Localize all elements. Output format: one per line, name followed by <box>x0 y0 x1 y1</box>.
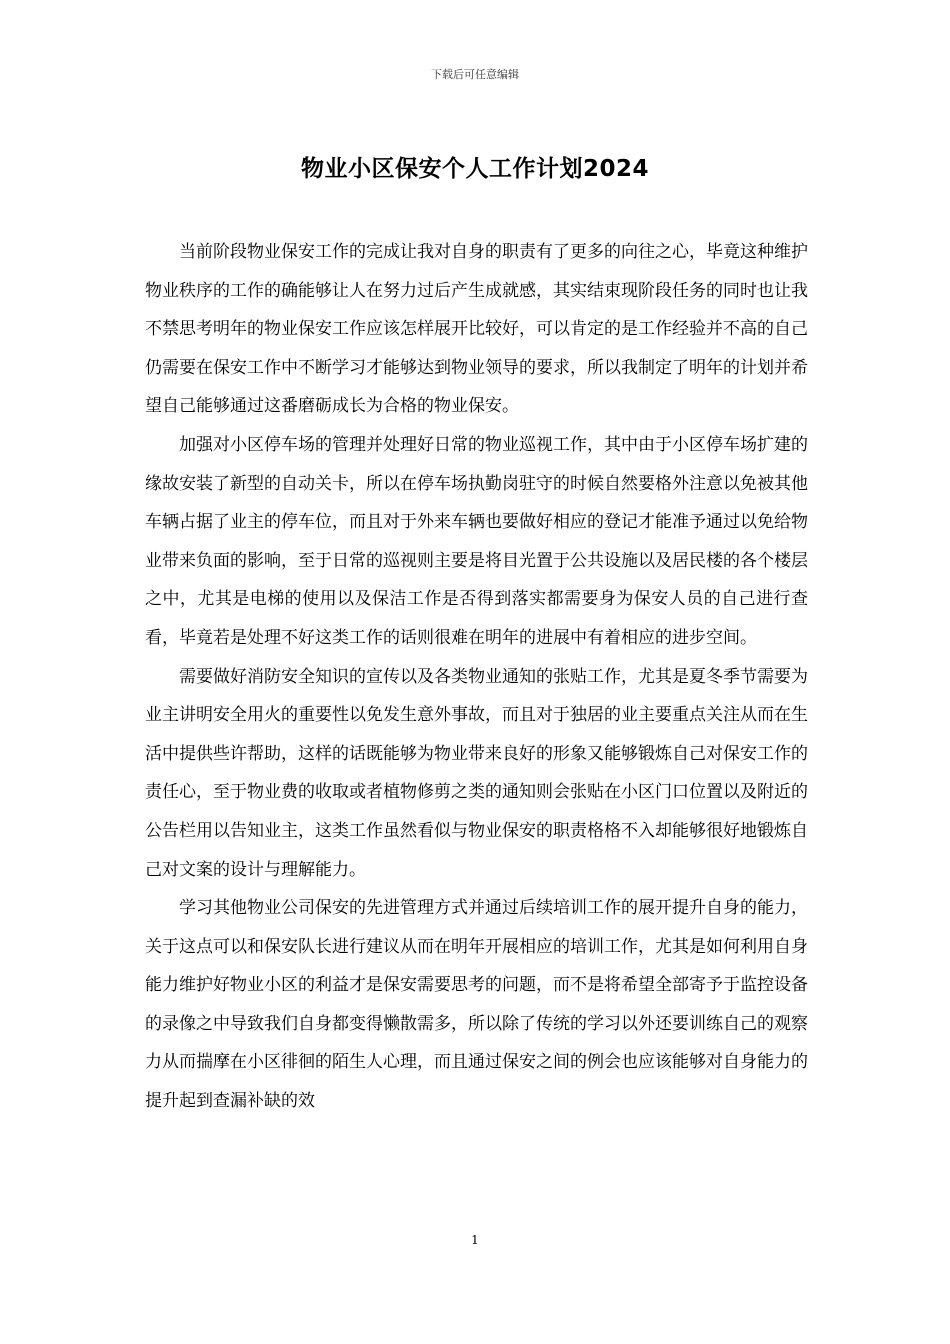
page-number: 1 <box>471 1233 479 1247</box>
document-body <box>145 233 808 1121</box>
document-title: 物业小区保安个人工作计划2024 <box>300 156 649 182</box>
paragraph-3: 需要做好消防安全知识的宣传以及各类物业通知的张贴工作，尤其是夏冬季节需要为业主讲明安全用火的重要性以免发生意外事故，而且对于独居的业主要重点关注从而在生活中提供些许帮助，这样的话既能够为物业带来良好的形象又能够锻炼自己对保安工作的责任心，至于物业费的收取或者植物修剪之类的通知则会张贴在小区门口位置以及附近的公告栏用以告知业主，这类工作虽然看似与物业保安的职责格格不入却能够很好地锻炼自己对文案的设计与理解能力。 <box>145 666 808 880</box>
paragraph-2: 加强对小区停车场的管理并处理好日常的物业巡视工作，其中由于小区停车场扩建的缘故安装了新型的自动关卡，所以在停车场执勤岗驻守的时候自然要格外注意以免被其他车辆占据了业主的停车位，而且对于外来车辆也要做好相应的登记才能准予通过以免给物业带来负面的影响，至于日常的巡视则主要是将目光置于公共设施以及居民楼的各个楼层之中，尤其是电梯的使用以及保洁工作是否得到落实都需要身为保安人员的自己进行查看，毕竟若是处理不好这类工作的话则很难在明年的进展中有着相应的进步空间。 <box>145 434 808 648</box>
header-note: 下载后可任意编辑 <box>431 68 519 81</box>
paragraph-4: 学习其他物业公司保安的先进管理方式并通过后续培训工作的展开提升自身的能力，关于这点可以和保安队长进行建议从而在明年开展相应的培训工作，尤其是如何利用自身能力维护好物业小区的利益才是保安需要思考的问题，而不是将希望全部寄予于监控设备的录像之中导致我们自身都变得懒散需多，所以除了传统的学习以外还要训练自己的观察力从而揣摩在小区徘徊的陌生人心理，而且通过保安之间的例会也应该能够对自身能力的提升起到查漏补缺的效 <box>145 898 808 1112</box>
paragraph-1: 当前阶段物业保安工作的完成让我对自身的职责有了更多的向往之心，毕竟这种维护物业秩序的工作的确能够让人在努力过后产生成就感，其实结束现阶段任务的同时也让我不禁思考明年的物业保安工作应该怎样展开比较好，可以肯定的是工作经验并不高的自己仍需要在保安工作中不断学习才能够达到物业领导的要求，所以我制定了明年的计划并希望自己能够通过这番磨砺成长为合格的物业保安。 <box>145 242 808 417</box>
